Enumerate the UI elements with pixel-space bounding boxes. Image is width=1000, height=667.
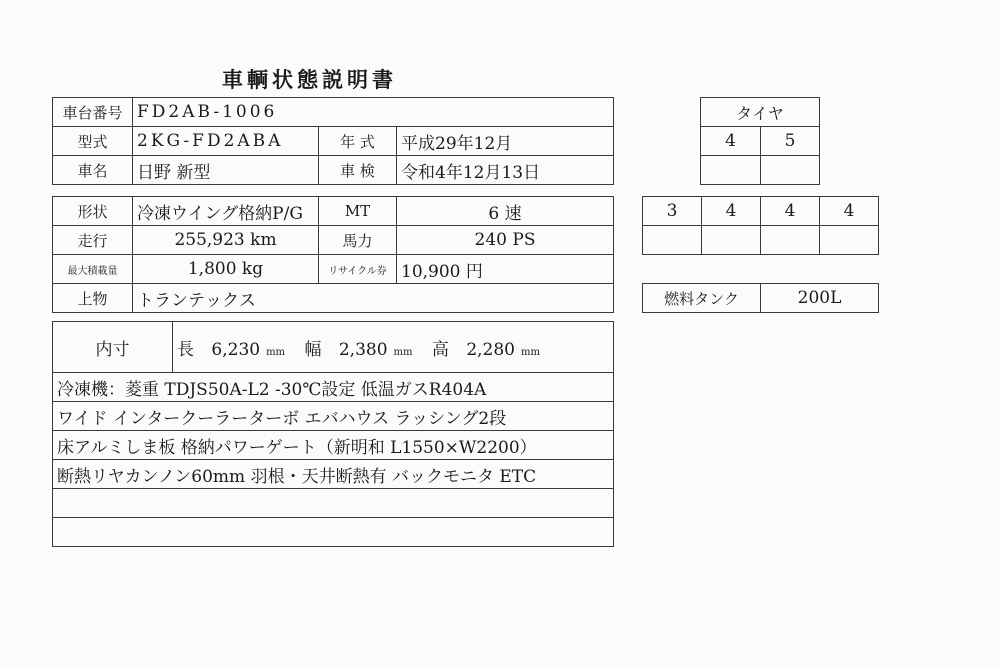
name-row xyxy=(53,156,614,185)
fuel-label: 燃料タンク xyxy=(643,284,761,313)
note-line-4: 断熱リヤカンノン60mm 羽根・天井断熱有 バックモニタ ETC xyxy=(53,460,614,489)
fuel-value: 200L xyxy=(761,284,879,313)
tire-rear-2: 4 xyxy=(702,197,761,226)
tire-front-table xyxy=(700,97,820,185)
basic-info-table xyxy=(52,97,614,185)
note-row xyxy=(53,518,614,547)
shape-label: 形状 xyxy=(53,197,133,226)
transmission-label: MT xyxy=(319,197,397,226)
height-unit: mm xyxy=(520,346,540,358)
tire-rear-3: 4 xyxy=(761,197,820,226)
name-value: 日野 新型 xyxy=(133,156,319,185)
power-label: 馬力 xyxy=(319,226,397,255)
load-value: 1,800 kg xyxy=(133,255,319,284)
dimensions-row xyxy=(53,322,614,373)
note-row xyxy=(53,373,614,402)
chassis-value: FD2AB-1006 xyxy=(133,98,614,127)
model-label: 型式 xyxy=(53,127,133,156)
tire-front-blank xyxy=(761,156,820,185)
length-value: 6,230 xyxy=(211,339,261,360)
length-label: 長 xyxy=(177,339,194,360)
length-unit: mm xyxy=(266,346,286,358)
tire-front-left: 4 xyxy=(701,127,761,156)
body-value: トランテックス xyxy=(133,284,614,313)
tire-front-blank xyxy=(701,156,761,185)
tire-rear-1: 3 xyxy=(643,197,702,226)
tire-front-right: 5 xyxy=(761,127,820,156)
tire-rear-blank xyxy=(643,226,702,255)
note-row xyxy=(53,489,614,518)
note-line-2: ワイド インタークーラーターボ エバハウス ラッシング2段 xyxy=(53,402,614,431)
shape-value: 冷凍ウイング格納P/G xyxy=(133,197,319,226)
dimensions-notes-table xyxy=(52,321,614,547)
tire-rear-4: 4 xyxy=(820,197,879,226)
tire-rear-blank xyxy=(820,226,879,255)
power-value: 240 PS xyxy=(397,226,614,255)
name-label: 車名 xyxy=(53,156,133,185)
load-label: 最大積載量 xyxy=(53,255,133,284)
note-row xyxy=(53,431,614,460)
body-row xyxy=(53,284,614,313)
height-label: 高 xyxy=(431,339,449,360)
width-unit: mm xyxy=(393,346,413,358)
mileage-label: 走行 xyxy=(53,226,133,255)
year-label: 年 式 xyxy=(319,127,397,156)
tire-rear-blank xyxy=(702,226,761,255)
specs-table xyxy=(52,196,614,313)
tire-rear-table xyxy=(642,196,879,255)
note-line-3: 床アルミしま板 格納パワーゲート（新明和 L1550×W2200） xyxy=(53,431,614,460)
transmission-value: 6 速 xyxy=(397,197,614,226)
tire-label: タイヤ xyxy=(701,98,820,127)
fuel-table xyxy=(642,283,879,313)
chassis-row xyxy=(53,98,614,127)
note-row xyxy=(53,460,614,489)
dimensions-label: 内寸 xyxy=(53,322,173,373)
model-row xyxy=(53,127,614,156)
recycle-label: リサイクル券 xyxy=(319,255,397,284)
document-title: 車輌状態説明書 xyxy=(222,67,397,92)
width-label: 幅 xyxy=(304,339,322,360)
recycle-value: 10,900 円 xyxy=(397,255,614,284)
width-value: 2,380 xyxy=(338,339,388,360)
note-line-6 xyxy=(53,518,614,547)
inspection-value: 令和4年12月13日 xyxy=(397,156,614,185)
load-row xyxy=(53,255,614,284)
year-value: 平成29年12月 xyxy=(397,127,614,156)
note-line-5 xyxy=(53,489,614,518)
note-line-1: 冷凍機：菱重 TDJS50A-L2 -30℃設定 低温ガスR404A xyxy=(53,373,614,402)
mileage-row xyxy=(53,226,614,255)
height-value: 2,280 xyxy=(466,339,515,360)
shape-row xyxy=(53,197,614,226)
dimensions-values xyxy=(173,322,614,373)
note-row xyxy=(53,402,614,431)
mileage-value: 255,923 km xyxy=(133,226,319,255)
model-value: 2KG-FD2ABA xyxy=(133,127,319,156)
body-label: 上物 xyxy=(53,284,133,313)
tire-rear-blank xyxy=(761,226,820,255)
inspection-label: 車 検 xyxy=(319,156,397,185)
chassis-label: 車台番号 xyxy=(53,98,133,127)
